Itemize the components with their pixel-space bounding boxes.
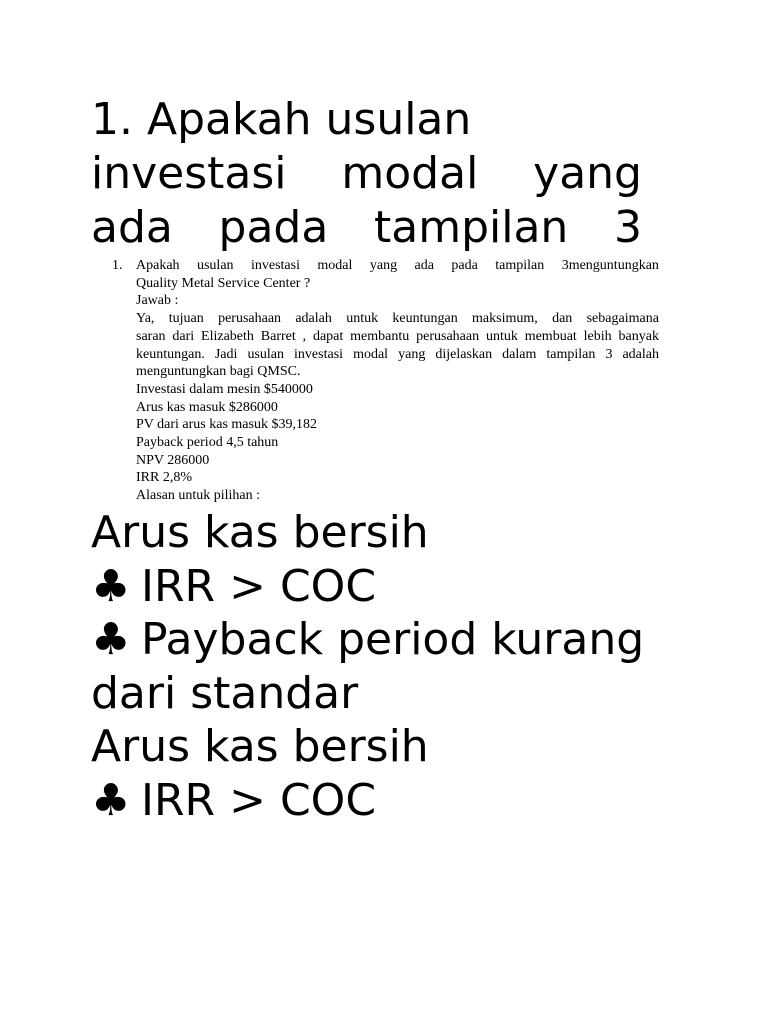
reason-line <box>91 613 691 667</box>
word: perusahaan <box>218 311 282 327</box>
word: investasi <box>250 258 300 273</box>
word: saran <box>136 328 166 344</box>
heading-line-1: 1. Apakah usulan <box>91 94 472 145</box>
word: maksimum, <box>472 311 538 327</box>
word: ada <box>91 202 173 253</box>
reason-line: dari standar <box>91 667 359 719</box>
reason-text: Payback period kurang <box>141 614 645 666</box>
word: Ya, <box>136 311 155 327</box>
list-number: 1. <box>112 258 123 273</box>
word: , <box>302 328 307 344</box>
word: dalam <box>502 346 537 362</box>
heading-line-2 <box>91 147 642 201</box>
word: untuk <box>346 311 379 327</box>
word: adalah <box>622 346 659 362</box>
answer-line: Investasi dalam mesin $540000 <box>136 381 313 397</box>
word: dari <box>172 328 195 344</box>
word: tampilan <box>374 202 569 253</box>
club-bullet-icon: ♣ <box>91 774 131 826</box>
answer-line: Payback period 4,5 tahun <box>136 435 279 451</box>
club-bullet-icon: ♣ <box>91 614 131 666</box>
word: tujuan <box>168 311 204 327</box>
reason-line <box>91 774 691 828</box>
word: yang <box>533 148 642 199</box>
heading-line-3 <box>91 201 642 255</box>
word: dijelaskan <box>435 346 493 362</box>
answer-content <box>136 257 659 505</box>
word: Elizabeth <box>201 328 254 344</box>
word: 3 <box>605 346 613 362</box>
question-heading <box>91 93 642 255</box>
word: membantu <box>350 328 410 344</box>
reason-line <box>91 560 691 614</box>
answer-line <box>136 310 659 328</box>
answer-line: Alasan untuk pilihan : <box>136 488 261 504</box>
answer-line <box>136 346 659 364</box>
word: usulan <box>247 346 285 362</box>
reason-text: IRR > COC <box>141 774 377 826</box>
word: Barret <box>260 328 296 344</box>
word: yang <box>369 258 398 273</box>
reason-line: Arus kas bersih <box>91 507 429 558</box>
word: untuk <box>485 328 518 344</box>
word: keuntungan <box>392 311 458 327</box>
reasons-list <box>91 506 691 828</box>
word: adalah <box>295 311 332 327</box>
word: pada <box>218 202 329 253</box>
answer-line: Quality Metal Service Center ? <box>136 275 311 291</box>
word: sebagaimana <box>586 311 659 327</box>
word: banyak <box>618 328 659 344</box>
word: tampilan <box>495 258 545 273</box>
club-bullet-icon: ♣ <box>91 560 131 612</box>
word: modal <box>317 258 353 273</box>
word: modal <box>353 346 389 362</box>
word: dapat <box>312 328 344 344</box>
word: modal <box>341 148 479 199</box>
word: pada <box>451 258 478 273</box>
word: 3menguntungkan <box>561 258 659 273</box>
answer-line: Arus kas masuk $286000 <box>136 399 278 415</box>
reason-text: IRR > COC <box>141 560 377 612</box>
word: Apakah <box>136 258 180 273</box>
answer-line: NPV 286000 <box>136 452 210 468</box>
answer-line: PV dari arus kas masuk $39,182 <box>136 417 317 433</box>
word: lebih <box>583 328 612 344</box>
reason-line: Arus kas bersih <box>91 721 429 773</box>
answer-line: menguntungkan bagi QMSC. <box>136 364 301 380</box>
word: 3 <box>613 202 642 253</box>
answer-line: Jawab : <box>136 293 179 309</box>
word: membuat <box>524 328 577 344</box>
word: Jadi <box>214 346 238 362</box>
answer-line <box>136 328 659 346</box>
word: perusahaan <box>416 328 480 344</box>
word: ada <box>414 258 434 273</box>
word: investasi <box>294 346 344 362</box>
word: keuntungan. <box>136 346 205 362</box>
word: yang <box>398 346 426 362</box>
answer-line: IRR 2,8% <box>136 470 192 486</box>
word: dan <box>552 311 573 327</box>
word: investasi <box>91 148 287 199</box>
word: usulan <box>196 258 234 273</box>
answer-line <box>136 257 659 275</box>
word: tampilan <box>546 346 596 362</box>
